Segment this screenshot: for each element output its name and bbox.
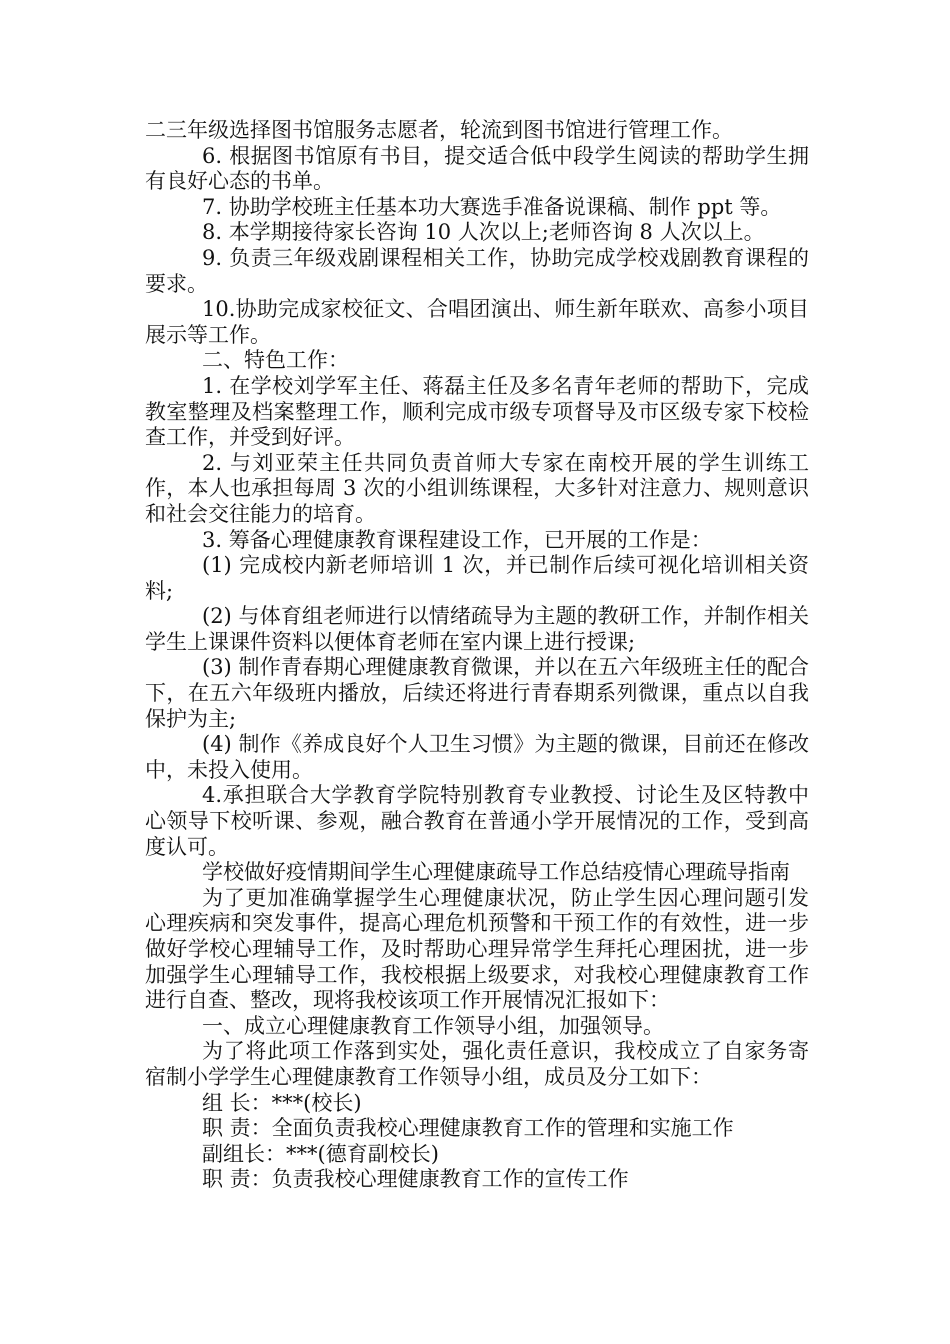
paragraph-continuation: 二三年级选择图书馆服务志愿者，轮流到图书馆进行管理工作。	[145, 118, 733, 142]
paragraph-item-8: 8. 本学期接待家长咨询 10 人次以上;老师咨询 8 人次以上。	[202, 220, 765, 245]
paragraph-item-10: 10.协助完成家校征文、合唱团演出、师生新年联欢、高参小项目展示等工作。	[145, 297, 809, 347]
paragraph-feature-2: 2. 与刘亚荣主任共同负责首师大专家在南校开展的学生训练工作，本人也承担每周 3 次的小组训练课程，大多针对注意力、规则意识和社会交往能力的培育。	[145, 450, 809, 526]
deputy-duty-line: 职 责：负责我校心理健康教育工作的宣传工作	[202, 1167, 629, 1192]
section-heading-leadership: 一、成立心理健康教育工作领导小组，加强领导。	[202, 1013, 664, 1038]
document-page	[145, 118, 809, 1193]
paragraph-item-7: 7. 协助学校班主任基本功大赛选手准备说课稿、制作 ppt 等。	[202, 194, 782, 219]
paragraph-sub-2: (2) 与体育组老师进行以情绪疏导为主题的教研工作，并制作相关学生上课课件资料以便体育老师在室内课上进行授课;	[145, 604, 809, 654]
paragraph-leadership: 为了将此项工作落到实处，强化责任意识，我校成立了自家务寄宿制小学学生心理健康教育工作领导小组，成员及分工如下：	[145, 1039, 809, 1089]
paragraph-feature-4: 4.承担联合大学教育学院特别教育专业教授、讨论生及区特教中心领导下校听课、参观，融合教育在普通小学开展情况的工作，受到高度认可。	[145, 783, 809, 859]
leader-line: 组 长：***(校长)	[202, 1090, 362, 1115]
paragraph-item-9: 9. 负责三年级戏剧课程相关工作，协助完成学校戏剧教育课程的要求。	[145, 245, 809, 296]
section-heading-features: 二、特色工作：	[202, 348, 349, 373]
paragraph-sub-1: (1) 完成校内新老师培训 1 次，并已制作后续可视化培训相关资料;	[145, 553, 809, 603]
leader-duty-line: 职 责：全面负责我校心理健康教育工作的管理和实施工作	[202, 1116, 734, 1141]
paragraph-sub-4: (4) 制作《养成良好个人卫生习惯》为主题的微课，目前还在修改中，未投入使用。	[145, 732, 809, 782]
deputy-leader-line: 副组长：***(德育副校长)	[202, 1141, 439, 1166]
paragraph-item-6: 6. 根据图书馆原有书目，提交适合低中段学生阅读的帮助学生拥有良好心态的书单。	[145, 143, 809, 194]
paragraph-sub-3: (3) 制作青春期心理健康教育微课，并以在五六年级班主任的配合下，在五六年级班内播放，后续还将进行青春期系列微课，重点以自我保护为主;	[145, 655, 809, 731]
document-title: 学校做好疫情期间学生心理健康疏导工作总结疫情心理疏导指南	[202, 860, 790, 885]
paragraph-intro: 为了更加准确掌握学生心理健康状况，防止学生因心理问题引发心理疾病和突发事件，提高心理危机预警和干预工作的有效性，进一步做好学校心理辅导工作，及时帮助心理异常学生拜托心理困扰，进一步加强学生心理辅导工作，我校根据上级要求，对我校心理健康教育工作进行自查、整改，现将我校该项工作开展情况汇报如下：	[145, 885, 809, 1013]
paragraph-feature-3: 3. 筹备心理健康教育课程建设工作，已开展的工作是：	[202, 527, 712, 552]
paragraph-feature-1: 1. 在学校刘学军主任、蒋磊主任及多名青年老师的帮助下，完成教室整理及档案整理工作，顺利完成市级专项督导及市区级专家下校检查工作，并受到好评。	[145, 373, 809, 450]
